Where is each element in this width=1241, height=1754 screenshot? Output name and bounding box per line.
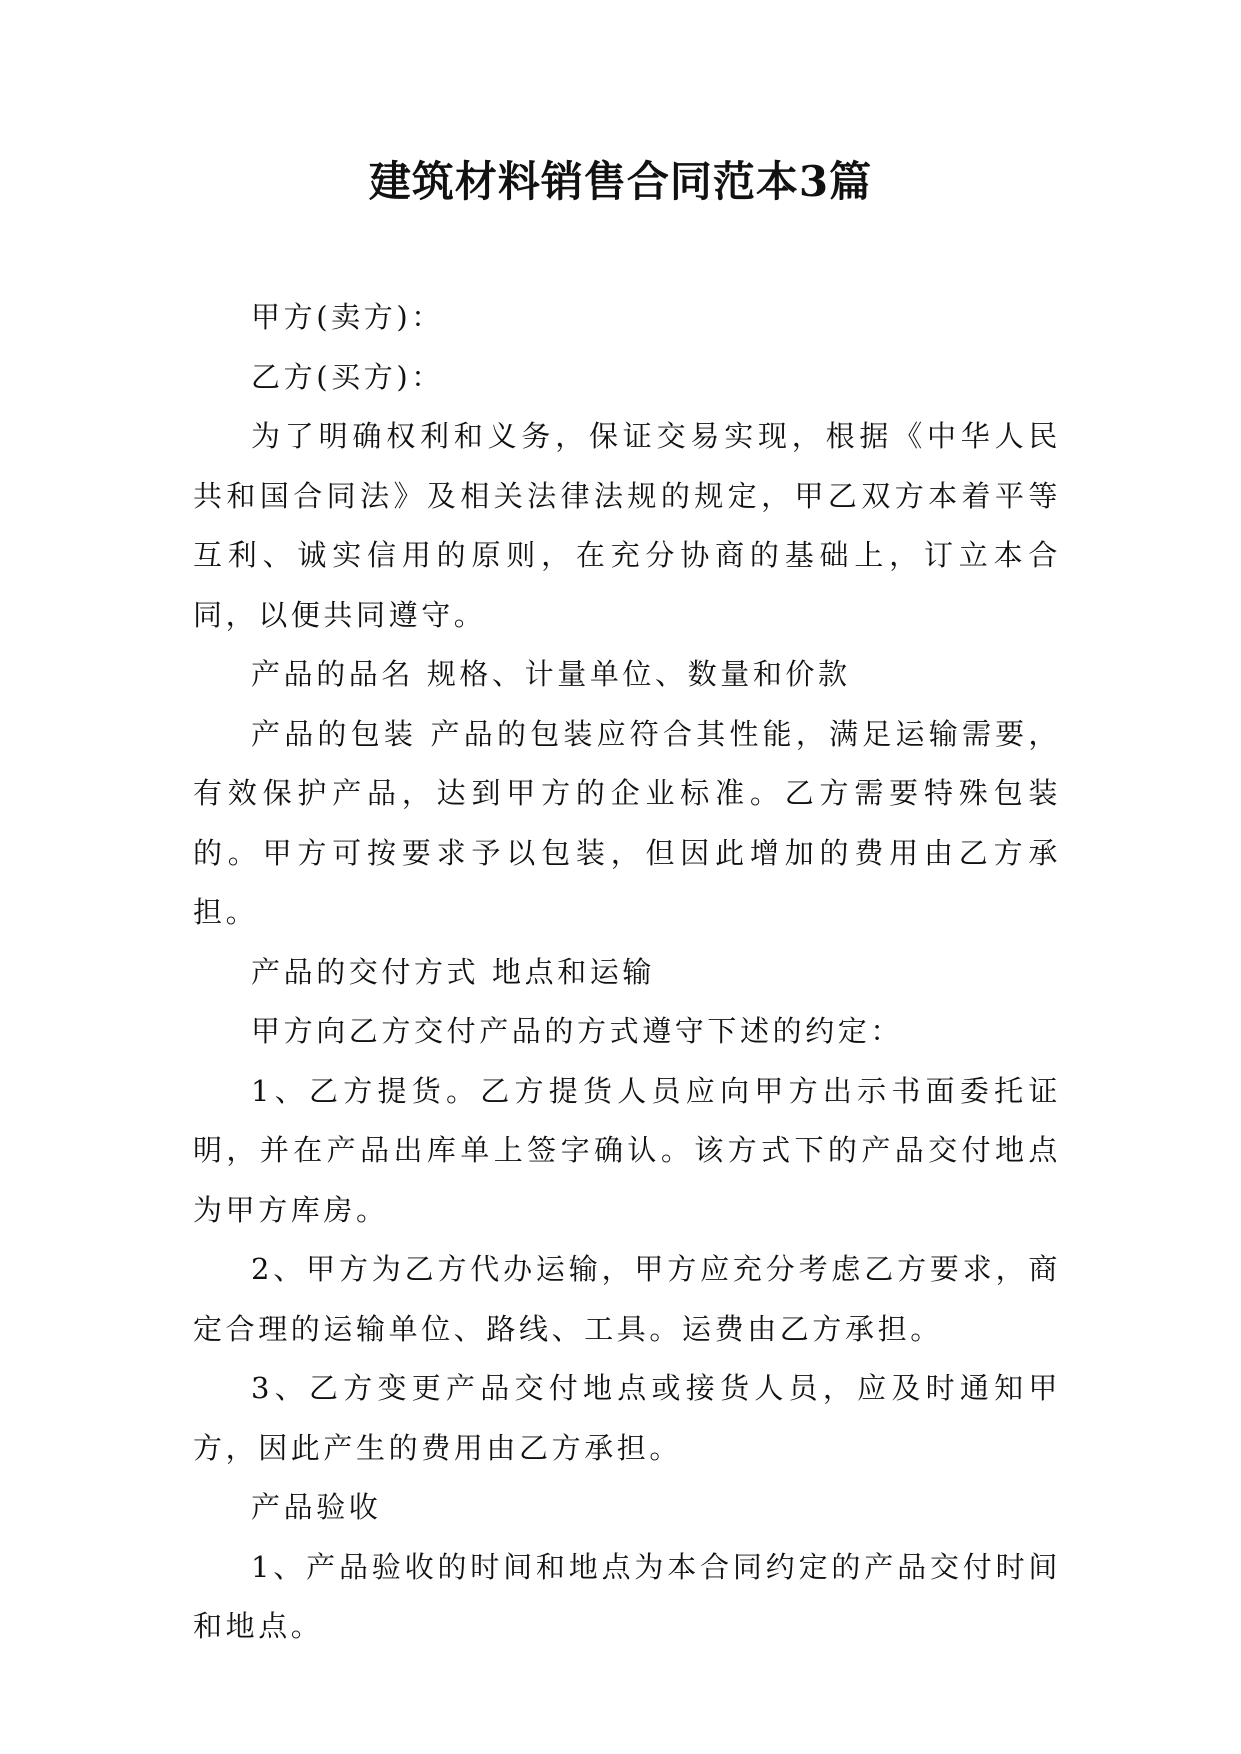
packaging-paragraph: 产品的包装 产品的包装应符合其性能，满足运输需要，有效保护产品，达到甲方的企业标准。乙方需要特殊包装的。甲方可按要求予以包装，但因此增加的费用由乙方承担。 bbox=[193, 716, 1061, 929]
document-title: 建筑材料销售合同范本3篇 bbox=[368, 157, 873, 206]
preamble-paragraph: 为了明确权利和义务，保证交易实现，根据《中华人民共和国合同法》及相关法律法规的规定，甲乙双方本着平等互利、诚实信用的原则，在充分协商的基础上，订立本合同，以便共同遵守。 bbox=[193, 419, 1061, 632]
delivery-clause-2: 2、甲方为乙方代办运输，甲方应充分考虑乙方要求，商定合理的运输单位、路线、工具。运费由乙方承担。 bbox=[193, 1252, 1061, 1346]
party-b-line: 乙方(买方)： bbox=[251, 359, 444, 394]
delivery-clause-1: 1、乙方提货。乙方提货人员应向甲方出示书面委托证明，并在产品出库单上签字确认。该方式下的产品交付地点为甲方库房。 bbox=[193, 1073, 1061, 1227]
party-a-line: 甲方(卖方)： bbox=[251, 300, 444, 334]
section-heading-delivery: 产品的交付方式 地点和运输 bbox=[251, 954, 656, 989]
section-heading-acceptance: 产品验收 bbox=[251, 1490, 382, 1524]
delivery-intro-paragraph: 甲方向乙方交付产品的方式遵守下述的约定： bbox=[251, 1014, 904, 1048]
section-heading-product-name: 产品的品名 规格、计量单位、数量和价款 bbox=[251, 657, 851, 691]
document-body bbox=[193, 288, 1061, 1657]
acceptance-clause-1: 1、产品验收的时间和地点为本合同约定的产品交付时间和地点。 bbox=[193, 1549, 1061, 1643]
delivery-clause-3: 3、乙方变更产品交付地点或接货人员，应及时通知甲方，因此产生的费用由乙方承担。 bbox=[193, 1371, 1061, 1465]
